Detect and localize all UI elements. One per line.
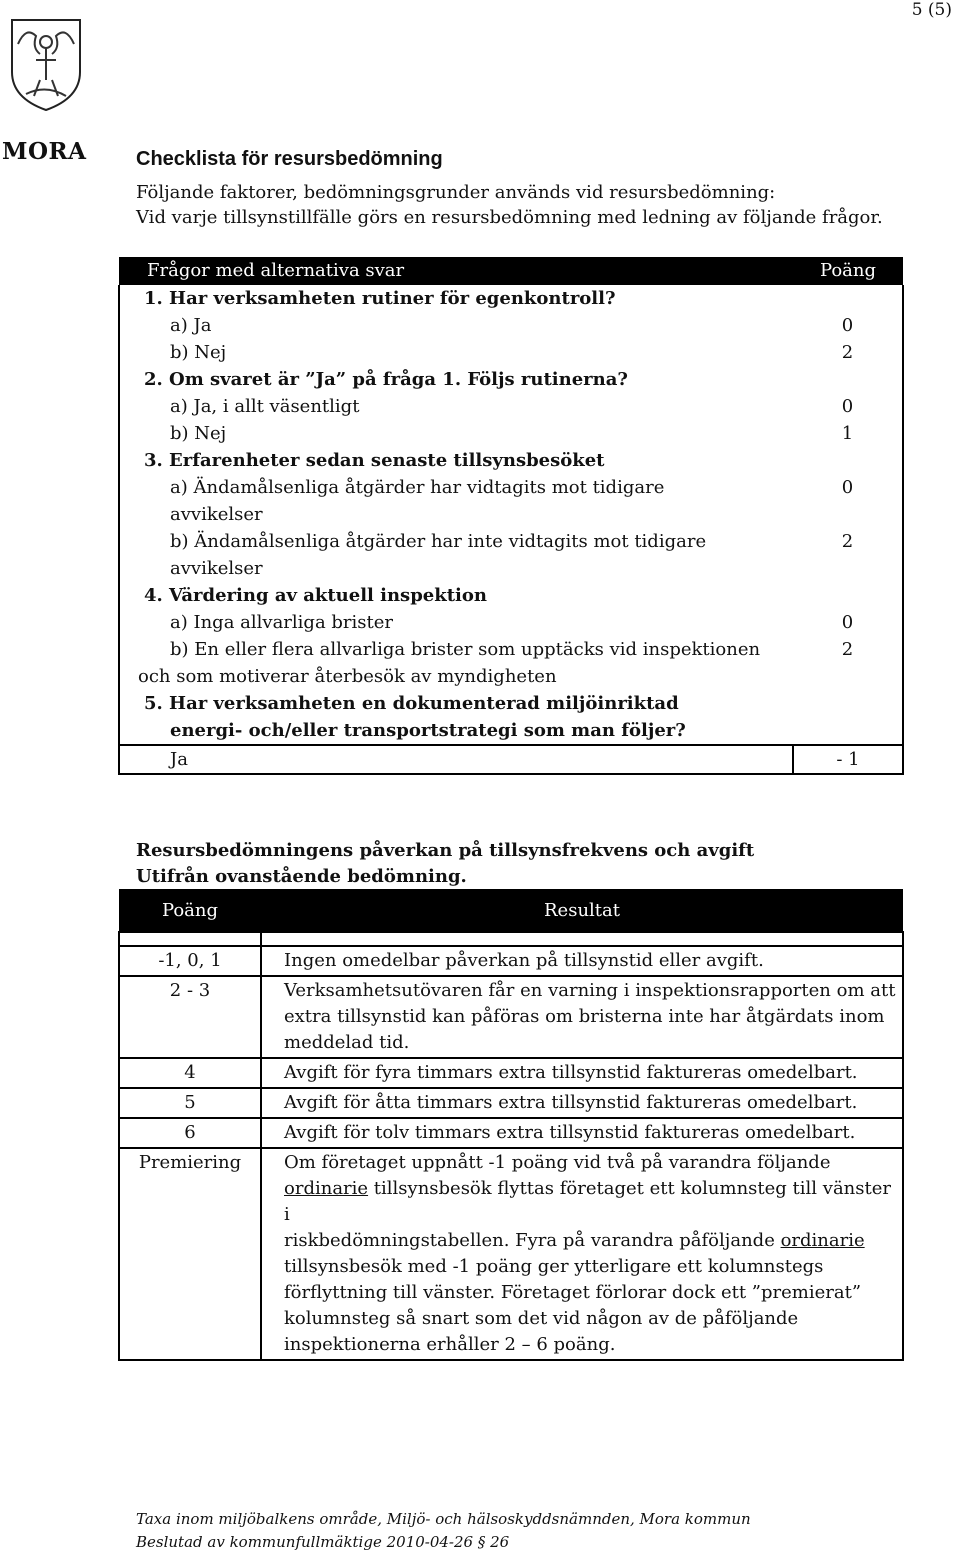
answer-text: a) Ja [119, 312, 793, 339]
result-points: 2 - 3 [119, 976, 261, 1058]
result-header-points: Poäng [119, 889, 261, 932]
intro-line: Följande faktorer, bedömningsgrunder används vid resursbedömning: [136, 182, 776, 203]
intro-text [136, 180, 883, 230]
answer-text: b) Nej [119, 339, 793, 366]
answer-text: b) Ändamålsenliga åtgärder har inte vidtagits mot tidigare avvikelser [119, 528, 793, 582]
answer-text: a) Ändamålsenliga åtgärder har vidtagits mot tidigare avvikelser [119, 474, 793, 528]
answer-score: 2 [793, 528, 903, 582]
question-text: 5. Har verksamheten en dokumenterad miljöinriktad energi- och/eller transportstrategi som man följer? [119, 690, 793, 745]
logo-text: MORA [2, 138, 87, 165]
result-points: 6 [119, 1118, 261, 1148]
questions-table [118, 257, 904, 775]
answer-row [119, 745, 903, 774]
question-text: 1. Har verksamheten rutiner för egenkontroll? [119, 285, 793, 312]
answer-row [119, 393, 903, 420]
answer-score: 1 [793, 420, 903, 447]
question-row [119, 366, 903, 393]
answer-score: 0 [793, 312, 903, 339]
result-row-premiering [119, 1148, 903, 1360]
answer-score: 0 [793, 609, 903, 636]
questions-header-row [119, 257, 903, 285]
result-text: Ingen omedelbar påverkan på tillsynstid eller avgift. [261, 946, 903, 976]
result-text: Avgift för fyra timmars extra tillsynstid faktureras omedelbart. [261, 1058, 903, 1088]
questions-header-points: Poäng [793, 257, 903, 285]
result-text: Om företaget uppnått -1 poäng vid två på varandra följande ordinarie tillsynsbesök flyttas företaget ett kolumnsteg till vänster i riskbedömningstabellen. Fyra på varandra påföljande ordinarie tillsynsbesök med -1 poäng ger ytterligare ett kolumnstegs förflyttning till vänster. Företaget förlorar dock ett ”premierat” kolumnsteg så snart som det vid någon av de påföljande inspektionerna erhåller 2 – 6 poäng. [261, 1148, 903, 1360]
answer-text: a) Inga allvarliga brister [119, 609, 793, 636]
result-row [119, 1088, 903, 1118]
answer-row [119, 609, 903, 636]
answer-text: b) Nej [119, 420, 793, 447]
result-points: 4 [119, 1058, 261, 1088]
result-row [119, 1118, 903, 1148]
result-row [119, 946, 903, 976]
answer-score: 2 [793, 636, 903, 690]
footer-line: Beslutad av kommunfullmäktige 2010-04-26 § 26 [136, 1533, 510, 1551]
result-heading: Resursbedömningens påverkan på tillsynsfrekvens och avgift Utifrån ovanstående bedömning. [136, 840, 755, 887]
answer-score: 2 [793, 339, 903, 366]
answer-row [119, 420, 903, 447]
question-row [119, 285, 903, 312]
question-text: 4. Värdering av aktuell inspektion [119, 582, 793, 609]
result-points: 5 [119, 1088, 261, 1118]
result-row [119, 1058, 903, 1088]
question-row [119, 447, 903, 474]
answer-text: b) En eller flera allvarliga brister som upptäcks vid inspektionen och som motiverar återbesök av myndigheten [119, 636, 793, 690]
result-table [118, 889, 904, 1361]
answer-row [119, 636, 903, 690]
result-text: Verksamhetsutövaren får en varning i inspektionsrapporten om att extra tillsynstid kan påföras om bristerna inte har åtgärdats inom meddelad tid. [261, 976, 903, 1058]
page-title: Checklista för resursbedömning [136, 148, 443, 170]
result-points: -1, 0, 1 [119, 946, 261, 976]
question-text: 2. Om svaret är ”Ja” på fråga 1. Följs rutinerna? [119, 366, 793, 393]
answer-score: 0 [793, 474, 903, 528]
footer-line: Taxa inom miljöbalkens område, Miljö- och hälsoskyddsnämnden, Mora kommun [136, 1510, 751, 1528]
question-text: 3. Erfarenheter sedan senaste tillsynsbesöket [119, 447, 793, 474]
answer-row [119, 474, 903, 528]
answer-row [119, 339, 903, 366]
result-text: Avgift för tolv timmars extra tillsynstid faktureras omedelbart. [261, 1118, 903, 1148]
page-number: 5 (5) [911, 0, 952, 20]
question-row [119, 690, 903, 745]
footer [136, 1508, 751, 1554]
answer-score: - 1 [793, 745, 903, 774]
logo [0, 14, 100, 165]
answer-row [119, 312, 903, 339]
intro-line: Vid varje tillsynstillfälle görs en resursbedömning med ledning av följande frågor. [136, 207, 883, 228]
answer-text: a) Ja, i allt väsentligt [119, 393, 793, 420]
answer-row [119, 528, 903, 582]
mora-coat-of-arms-icon [6, 14, 86, 114]
answer-score: 0 [793, 393, 903, 420]
result-points: Premiering [119, 1148, 261, 1360]
question-row [119, 582, 903, 609]
answer-text: Ja [119, 745, 793, 774]
result-text: Avgift för åtta timmars extra tillsynstid faktureras omedelbart. [261, 1088, 903, 1118]
result-row [119, 976, 903, 1058]
result-header-result: Resultat [261, 889, 903, 932]
result-header-row [119, 889, 903, 932]
questions-header-label: Frågor med alternativa svar [119, 257, 793, 285]
